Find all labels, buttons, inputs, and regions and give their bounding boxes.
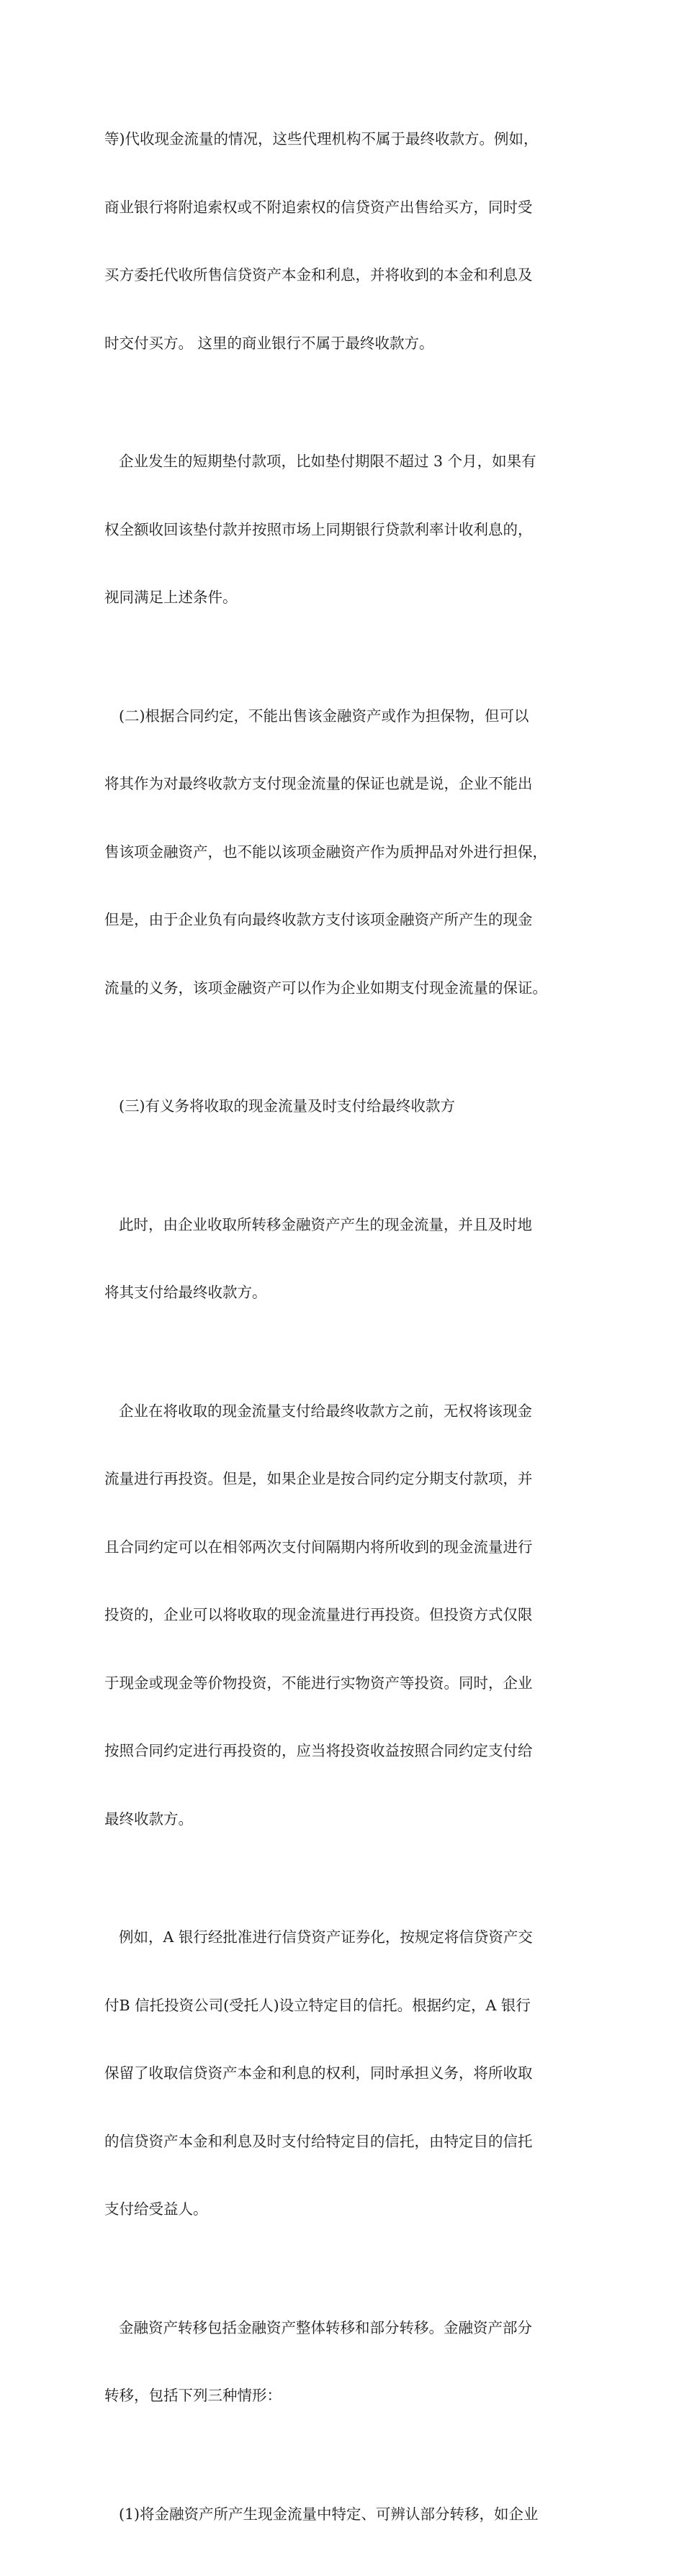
text-line: 视同满足上述条件。 [104, 589, 238, 606]
text-line: 按照合同约定进行再投资的，应当将投资收益按照合同约定支付给 [104, 1742, 533, 1759]
text-line: 但是，由于企业负有向最终收款方支付该项金融资产所产生的现金 [104, 911, 533, 928]
text-line: 最终收款方。 [104, 1810, 193, 1828]
text-line: 将其支付给最终收款方。 [104, 1284, 267, 1301]
paragraph-6 [104, 1881, 583, 2267]
text-line: (三)有义务将收取的现金流量及时支付给最终收款方 [119, 1097, 455, 1115]
text-line: 保留了收取信贷资产本金和利息的权利，同时承担义务，将所收取 [104, 2064, 533, 2082]
text-line: 流量进行再投资。但是，如果企业是按合同约定分期支付款项，并 [104, 1470, 533, 1487]
text-line: 转移，包括下列三种情形： [104, 2387, 282, 2404]
text-line: 投资的，企业可以将收取的现金流量进行再投资。但投资方式仅限 [104, 1606, 533, 1623]
paragraph-1 [104, 405, 583, 655]
text-line: 企业发生的短期垫付款项，比如垫付期限不超过 3 个月，如果有 [119, 453, 536, 470]
text-line: 于现金或现金等价物投资，不能进行实物资产等投资。同时，企业 [104, 1674, 533, 1692]
text-line: 买方委托代收所售信贷资产本金和利息，并将收到的本金和利息及 [104, 266, 533, 284]
text-line: 付B 信托投资公司(受托人)设立特定目的信托。根据约定，A 银行 [104, 1996, 531, 2014]
paragraph-0 [104, 83, 583, 400]
paragraph-7 [104, 2272, 583, 2453]
paragraph-8 [104, 2458, 583, 2572]
text-line: (1)将金融资产所产生现金流量中特定、可辨认部分转移，如企业 [119, 2505, 539, 2523]
text-line: 商业银行将附追索权或不附追索权的信贷资产出售给买方，同时受 [104, 198, 533, 216]
paragraph-3 [104, 1050, 583, 1164]
text-line: 售该项金融资产，也不能以该项金融资产作为质押品对外进行担保， [104, 843, 547, 861]
text-line: 例如，A 银行经批准进行信贷资产证券化，按规定将信贷资产交 [119, 1928, 533, 1946]
text-line: 等)代收现金流量的情况，这些代理机构不属于最终收款方。例如， [104, 130, 539, 148]
paragraph-5 [104, 1355, 583, 1877]
text-line: 此时，由企业收取所转移金融资产产生的现金流量，并且及时地 [119, 1215, 532, 1233]
text-line: 时交付买方。 这里的商业银行不属于最终收款方。 [104, 334, 434, 352]
text-line: (二)根据合同约定，不能出售该金融资产或作为担保物，但可以 [119, 707, 529, 725]
text-line: 权全额收回该垫付款并按照市场上同期银行贷款利率计收利息的， [104, 520, 533, 538]
document-body [104, 83, 583, 2576]
text-line: 的信贷资产本金和利息及时支付给特定目的信托，由特定目的信托 [104, 2132, 533, 2150]
text-line: 流量的义务，该项金融资产可以作为企业如期支付现金流量的保证。 [104, 979, 547, 997]
text-line: 将其作为对最终收款方支付现金流量的保证也就是说，企业不能出 [104, 775, 533, 792]
text-line: 且合同约定可以在相邻两次支付间隔期内将所收到的现金流量进行 [104, 1538, 533, 1556]
text-line: 支付给受益人。 [104, 2200, 208, 2218]
paragraph-2 [104, 660, 583, 1046]
text-line: 金融资产转移包括金融资产整体转移和部分转移。金融资产部分 [119, 2318, 532, 2336]
paragraph-4 [104, 1169, 583, 1350]
text-line: 企业在将收取的现金流量支付给最终收款方之前，无权将该现金 [119, 1402, 532, 1420]
